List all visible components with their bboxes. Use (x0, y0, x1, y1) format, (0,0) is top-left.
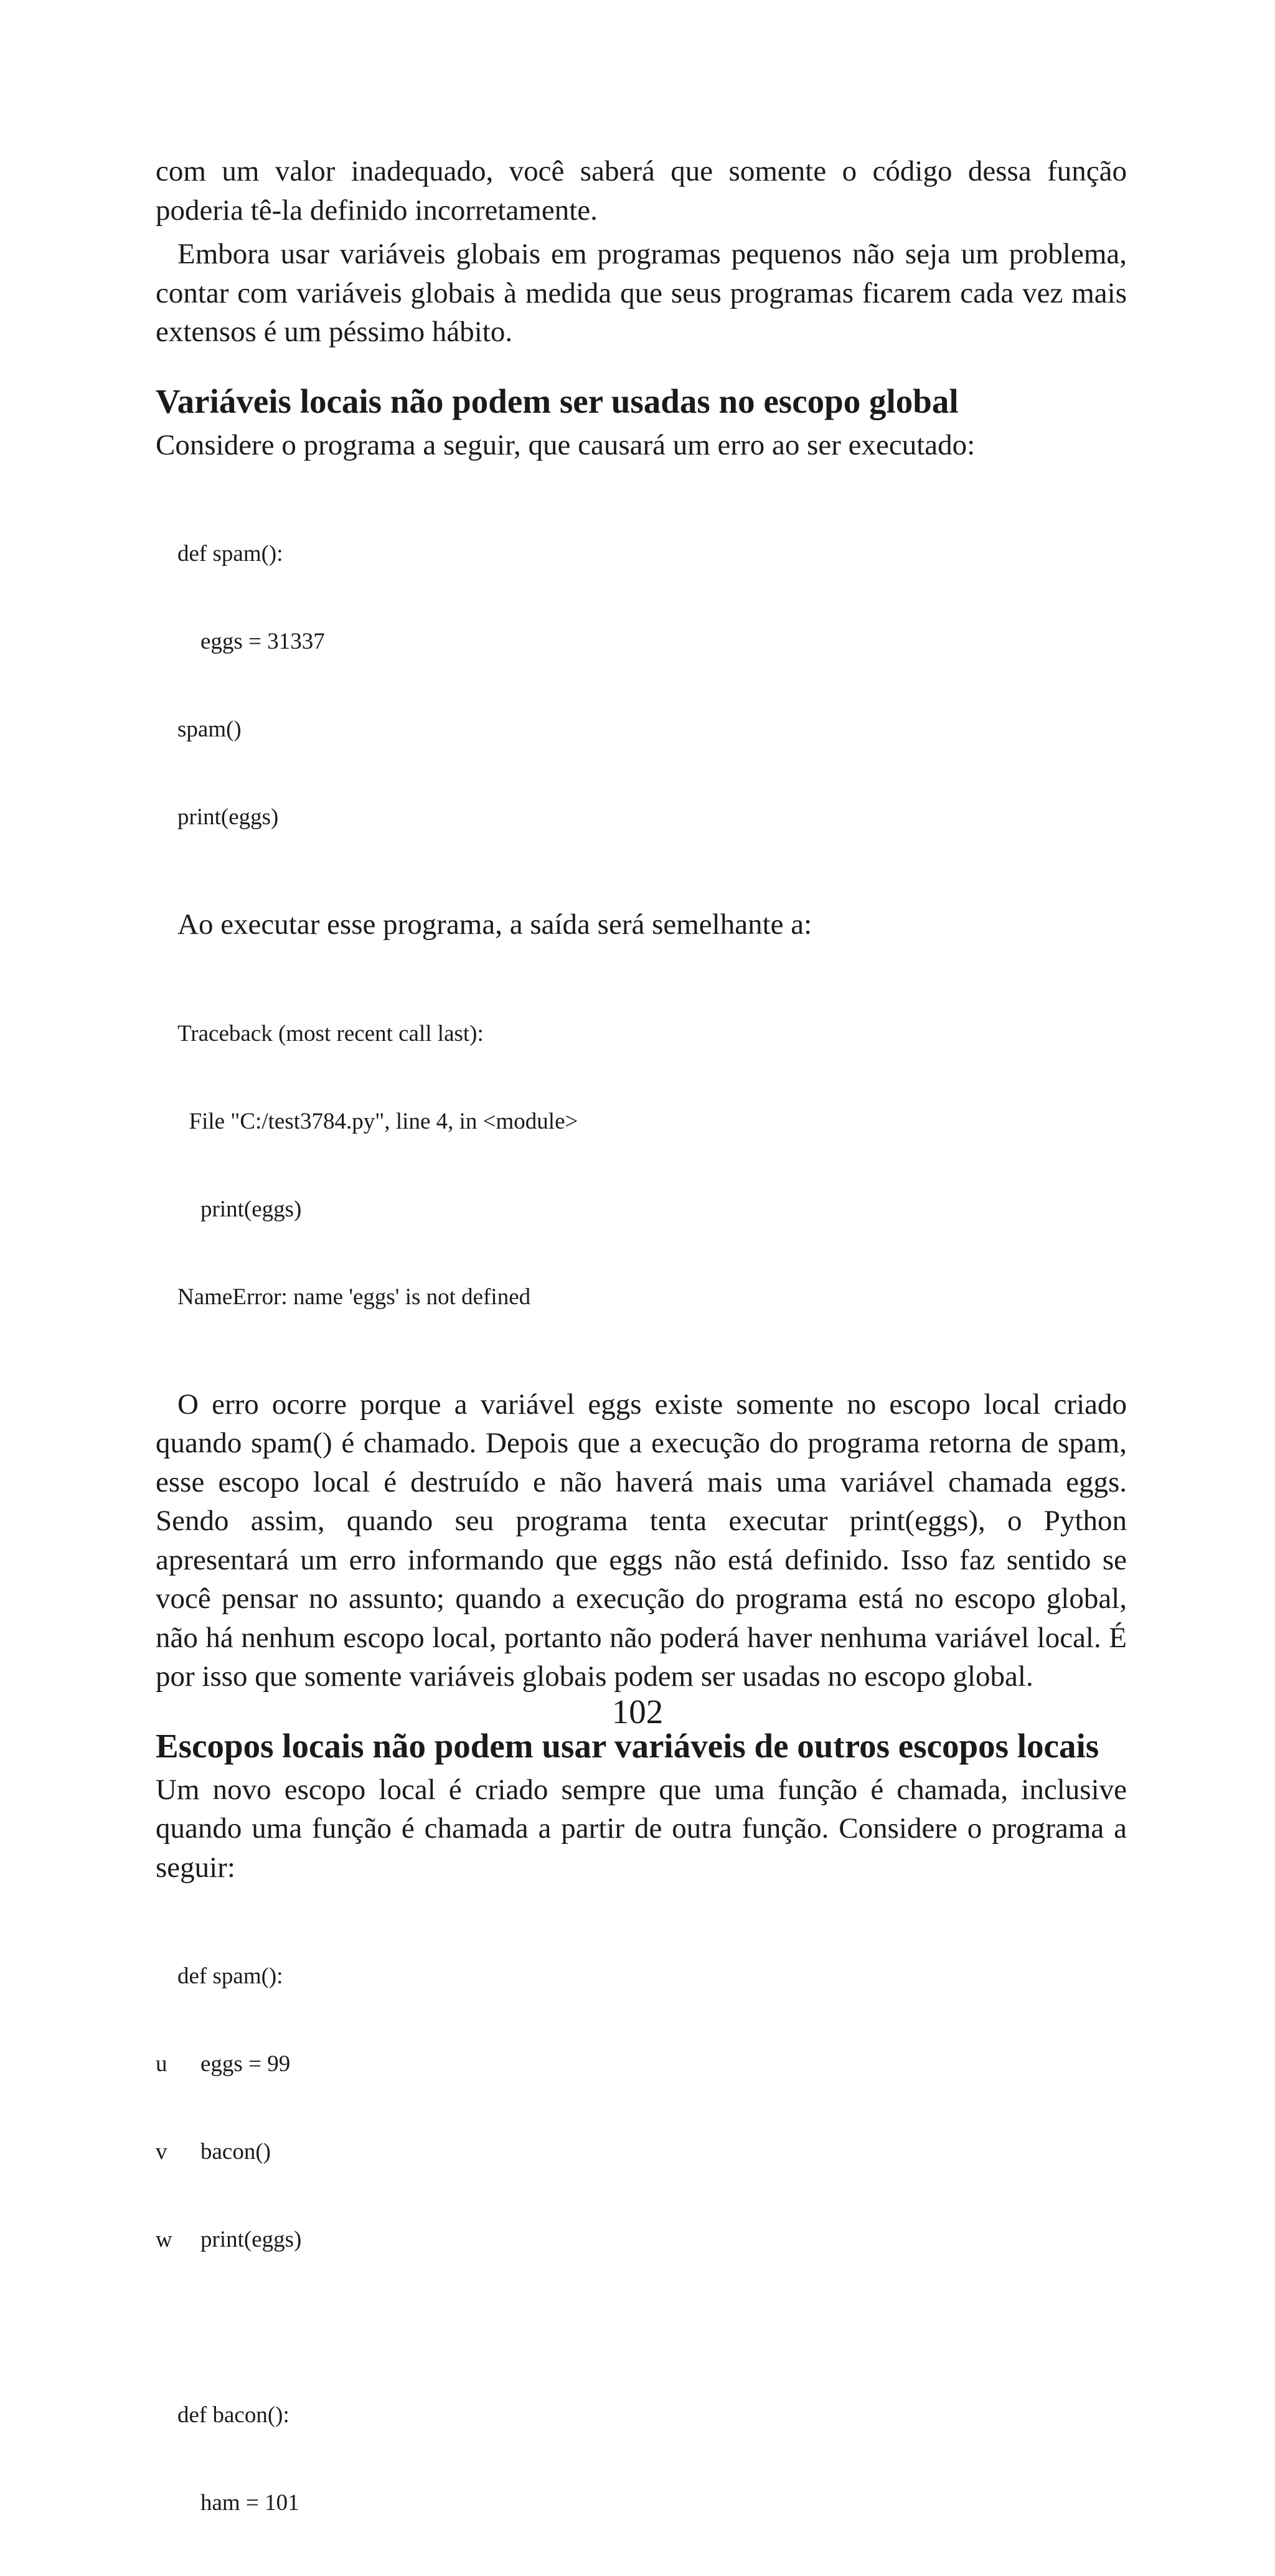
code-text: bacon() (177, 2139, 271, 2165)
code-line (156, 2400, 1127, 2430)
code-line: def spam(): (177, 541, 283, 566)
code-line: print(eggs) (177, 1196, 302, 1222)
paragraph-global-variables: Embora usar variáveis globais em programas pequenos não seja um problema, contar com variáveis globais à medida que seus programas ficarem cada vez mais extensos é um péssimo hábito. (156, 238, 1127, 348)
page-content (156, 152, 1127, 2576)
paragraph-consider-program-1: Considere o programa a seguir, que causará um erro ao ser executado: (156, 428, 976, 461)
page-number: 102 (611, 1693, 664, 1731)
code-text: print(eggs) (177, 2227, 302, 2252)
section-heading-local-in-global: Variáveis locais não podem ser usadas no escopo global (156, 382, 959, 420)
code-line: NameError: name 'eggs' is not defined (177, 1284, 531, 1310)
code-line: u eggs = 99 (156, 2051, 291, 2077)
code-block-spam-eggs (156, 481, 1127, 890)
code-line: eggs = 31337 (177, 629, 325, 654)
code-text: eggs = 99 (177, 2051, 291, 2077)
code-text: ham = 101 (177, 2490, 299, 2516)
section-heading-local-scopes: Escopos locais não podem usar variáveis de outros escopos locais (156, 1726, 1099, 1765)
code-block-traceback (156, 961, 1127, 1370)
code-text: def spam(): (177, 1963, 283, 1989)
code-block-spam-bacon (156, 1903, 1127, 2576)
code-line: spam() (177, 717, 242, 742)
code-line (156, 1962, 1127, 1991)
paragraph-error-explanation: O erro ocorre porque a variável eggs existe somente no escopo local criado quando spam() é chamado. Depois que a execução do programa retorna de spam, esse escopo local é destruído e não haverá mais uma variável chamada eggs. Sendo assim, quando seu programa tenta executar print(eggs), o Python apresentará um erro informando que eggs não está definido. Isso faz sentido se você pensar no assunto; quando a execução do programa está no escopo global, não há nenhum escopo local, portanto não poderá haver nenhuma variável local. É por isso que somente variáveis globais podem ser usadas no escopo global. (156, 1388, 1127, 1693)
paragraph-output-intro: Ao executar esse programa, a saída será semelhante a: (177, 908, 812, 941)
code-line (156, 2313, 1127, 2342)
code-text (156, 2315, 177, 2340)
code-line: w print(eggs) (156, 2227, 302, 2252)
code-text: def bacon(): (177, 2402, 289, 2428)
paragraph-consider-program-2: Um novo escopo local é criado sempre que uma função é chamada, inclusive quando uma função é chamada a partir de outra função. Considere o programa a seguir: (156, 1773, 1127, 1884)
code-line: File "C:/test3784.py", line 4, in <module> (177, 1108, 578, 1134)
code-line (156, 2488, 1127, 2517)
code-line: print(eggs) (177, 804, 279, 830)
paragraph-intro-continuation: com um valor inadequado, você saberá que somente o código dessa função poderia tê-la definido incorretamente. (156, 155, 1127, 227)
code-line: v bacon() (156, 2139, 271, 2165)
code-line: Traceback (most recent call last): (177, 1020, 484, 1046)
